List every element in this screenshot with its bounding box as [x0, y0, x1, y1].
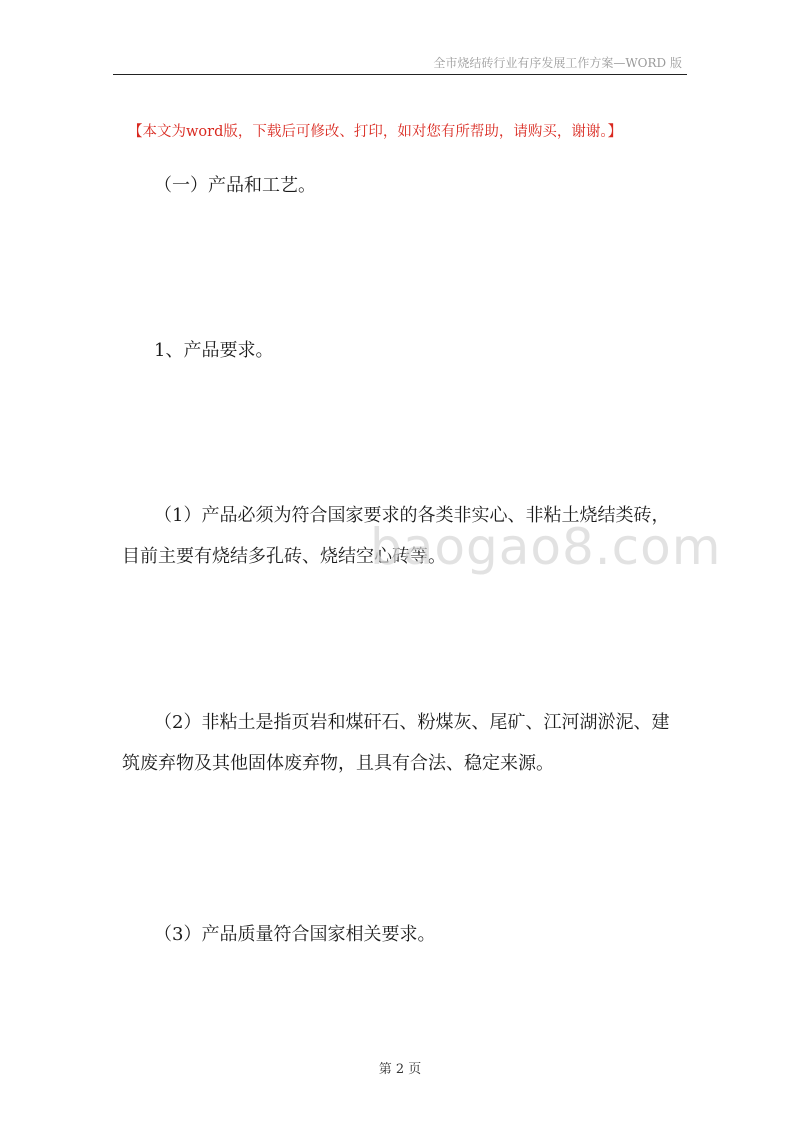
paragraph-requirement-3 [122, 914, 688, 955]
paragraph-line: （2）非粘土是指页岩和煤矸石、粉煤灰、尾矿、江河湖淤泥、建 [154, 712, 670, 733]
paragraph-line: （1）产品必须为符合国家要求的各类非实心、非粘土烧结类砖， [154, 505, 670, 526]
page-number: 第 2 页 [378, 1062, 422, 1077]
download-notice: 【本文为word版，下载后可修改、打印，如对您有所帮助，请购买，谢谢。】 [128, 124, 623, 140]
paragraph-line: 目前主要有烧结多孔砖、烧结空心砖等。 [122, 546, 446, 567]
watermark: baogao8.com [370, 518, 722, 576]
header-title: 全市烧结砖行业有序发展工作方案—WORD 版 [433, 56, 682, 70]
section-heading-products-and-process [122, 165, 688, 206]
paragraph-line: 1、产品要求。 [154, 340, 274, 361]
header-rule [113, 74, 687, 75]
paragraph-line: 筑废弃物及其他固体废弃物，且具有合法、稳定来源。 [122, 753, 554, 774]
paragraph-requirement-2 [122, 702, 688, 784]
paragraph-line: （一）产品和工艺。 [154, 175, 316, 196]
subheading-product-requirements [122, 330, 688, 371]
paragraph-line: （3）产品质量符合国家相关要求。 [154, 924, 436, 945]
